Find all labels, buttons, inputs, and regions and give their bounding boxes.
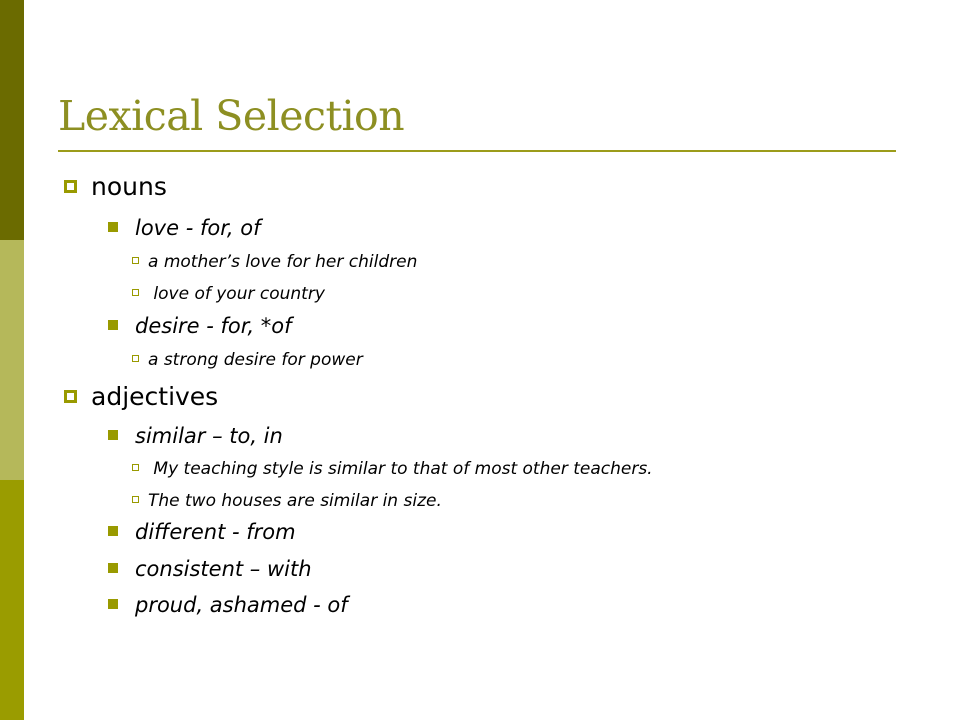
filled-square-bullet-icon <box>108 599 118 609</box>
small-square-bullet-icon <box>132 496 139 503</box>
example-text: love of your country <box>148 284 325 304</box>
sub-bullet-proud-ashamed <box>108 593 348 617</box>
bullet-nouns <box>64 172 167 201</box>
small-square-bullet-icon <box>132 257 139 264</box>
example-text: a strong desire for power <box>148 350 363 370</box>
sub-bullet-consistent <box>108 557 312 581</box>
example-text: The two houses are similar in size. <box>148 491 442 511</box>
sub-bullet-label: similar – to, in <box>135 424 283 448</box>
filled-square-bullet-icon <box>108 320 118 330</box>
sub-bullet-love <box>108 216 261 240</box>
slide-title: Lexical Selection <box>58 92 405 140</box>
sub-bullet-label: love - for, of <box>135 216 261 240</box>
filled-square-bullet-icon <box>108 526 118 536</box>
filled-square-bullet-icon <box>108 430 118 440</box>
sub-bullet-label: consistent – with <box>135 557 312 581</box>
bullet-label: adjectives <box>91 382 219 411</box>
square-bullet-icon <box>64 390 77 403</box>
sub-bullet-label: different - from <box>135 520 296 544</box>
small-square-bullet-icon <box>132 289 139 296</box>
sub-bullet-similar <box>108 424 283 448</box>
filled-square-bullet-icon <box>108 563 118 573</box>
bullet-adjectives <box>64 382 218 411</box>
example-text: a mother’s love for her children <box>148 252 418 272</box>
small-square-bullet-icon <box>132 464 139 471</box>
example-love-of-country <box>132 284 325 304</box>
sub-bullet-label: proud, ashamed - of <box>135 593 348 617</box>
side-bar-middle <box>0 240 24 480</box>
sub-bullet-different <box>108 520 296 544</box>
sub-bullet-desire <box>108 314 292 338</box>
side-bar-bottom <box>0 480 24 720</box>
example-text: My teaching style is similar to that of most other teachers. <box>148 459 653 479</box>
bullet-label: nouns <box>91 172 167 201</box>
sub-bullet-label: desire - for, *of <box>135 314 292 338</box>
filled-square-bullet-icon <box>108 222 118 232</box>
example-mothers-love <box>132 252 417 272</box>
example-teaching-style <box>132 459 653 479</box>
title-rule <box>58 150 896 152</box>
square-bullet-icon <box>64 180 77 193</box>
example-strong-desire <box>132 350 363 370</box>
example-two-houses <box>132 491 442 511</box>
side-bar-top <box>0 0 24 240</box>
small-square-bullet-icon <box>132 355 139 362</box>
